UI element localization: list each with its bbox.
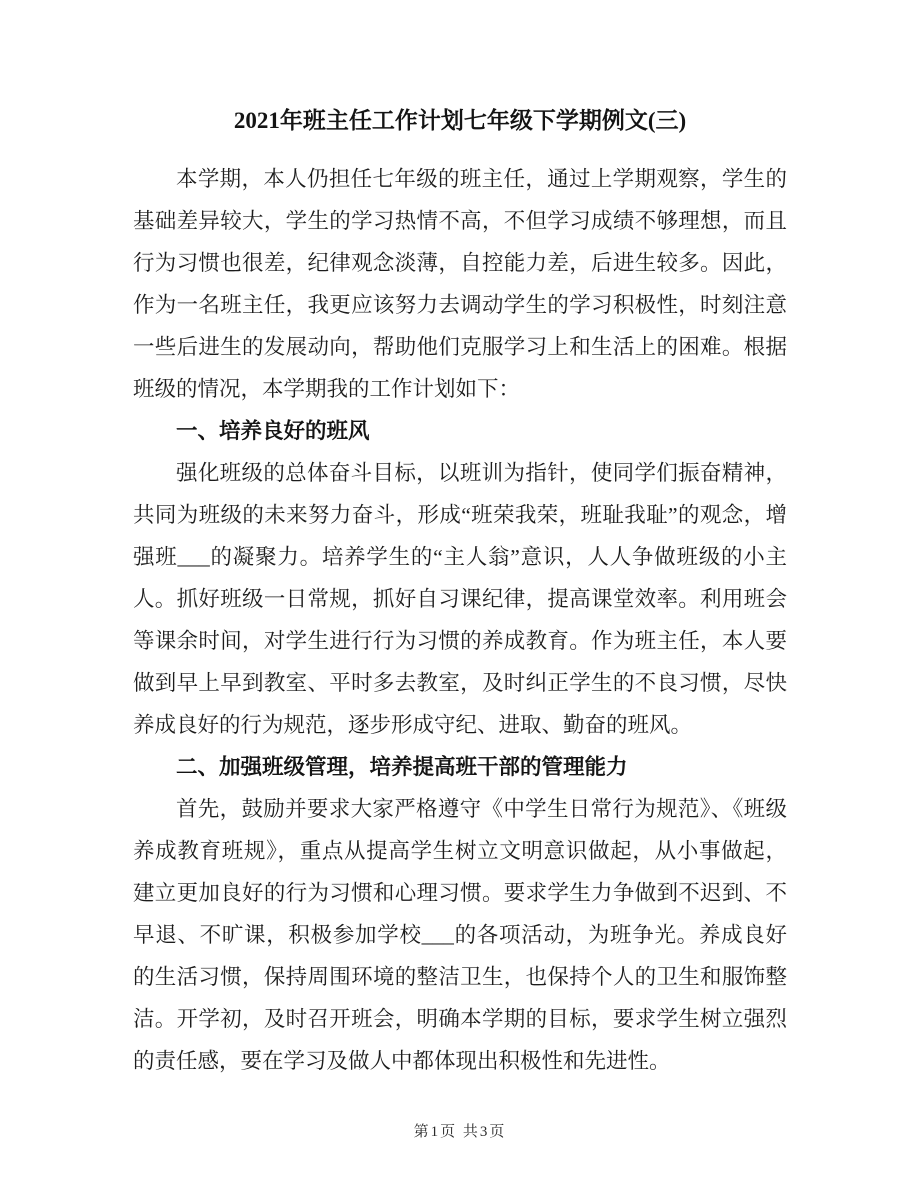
paragraph-section-2: 首先，鼓励并要求大家严格遵守《中学生日常行为规范》、《班级养成教育班规》，重点从提高学生树立文明意识做起，从小事做起，建立更加良好的行为习惯和心理习惯。要求学生力争做到不迟到、不早退、不旷课，积极参加学校___的各项活动，为班争光。养成良好的生活习惯，保持周围环境的整洁卫生，也保持个人的卫生和服饰整洁。开学初，及时召开班会，明确本学期的目标，要求学生树立强烈的责任感，要在学习及做人中都体现出积极性和先进性。 [133,797,787,1073]
paragraph-section-1: 强化班级的总体奋斗目标，以班训为指针，使同学们振奋精神，共同为班级的未来努力奋斗，形成“班荣我荣，班耻我耻”的观念，增强班___的凝聚力。培养学生的“主人翁”意识，人人争做班级的小主人。抓好班级一日常规，抓好自习课纪律，提高课堂效率。利用班会等课余时间，对学生进行行为习惯的养成教育。作为班主任，本人要做到早上早到教室、平时多去教室，及时纠正学生的不良习惯，尽快养成良好的行为规范，逐步形成守纪、进取、勤奋的班风。 [133,461,787,737]
section-heading-1: 一、培养良好的班风 [176,419,370,443]
page-number-footer: 第1页 共3页 [413,1124,507,1140]
section-heading-2: 二、加强班级管理，培养提高班干部的管理能力 [176,755,628,779]
document-title: 2021年班主任工作计划七年级下学期例文(三) [233,108,687,133]
paragraph-intro: 本学期，本人仍担任七年级的班主任，通过上学期观察，学生的基础差异较大，学生的学习热情不高，不但学习成绩不够理想，而且行为习惯也很差，纪律观念淡薄，自控能力差，后进生较多。因此，作为一名班主任，我更应该努力去调动学生的学习积极性，时刻注意一些后进生的发展动向，帮助他们克服学习上和生活上的困难。根据班级的情况，本学期我的工作计划如下： [133,167,787,401]
